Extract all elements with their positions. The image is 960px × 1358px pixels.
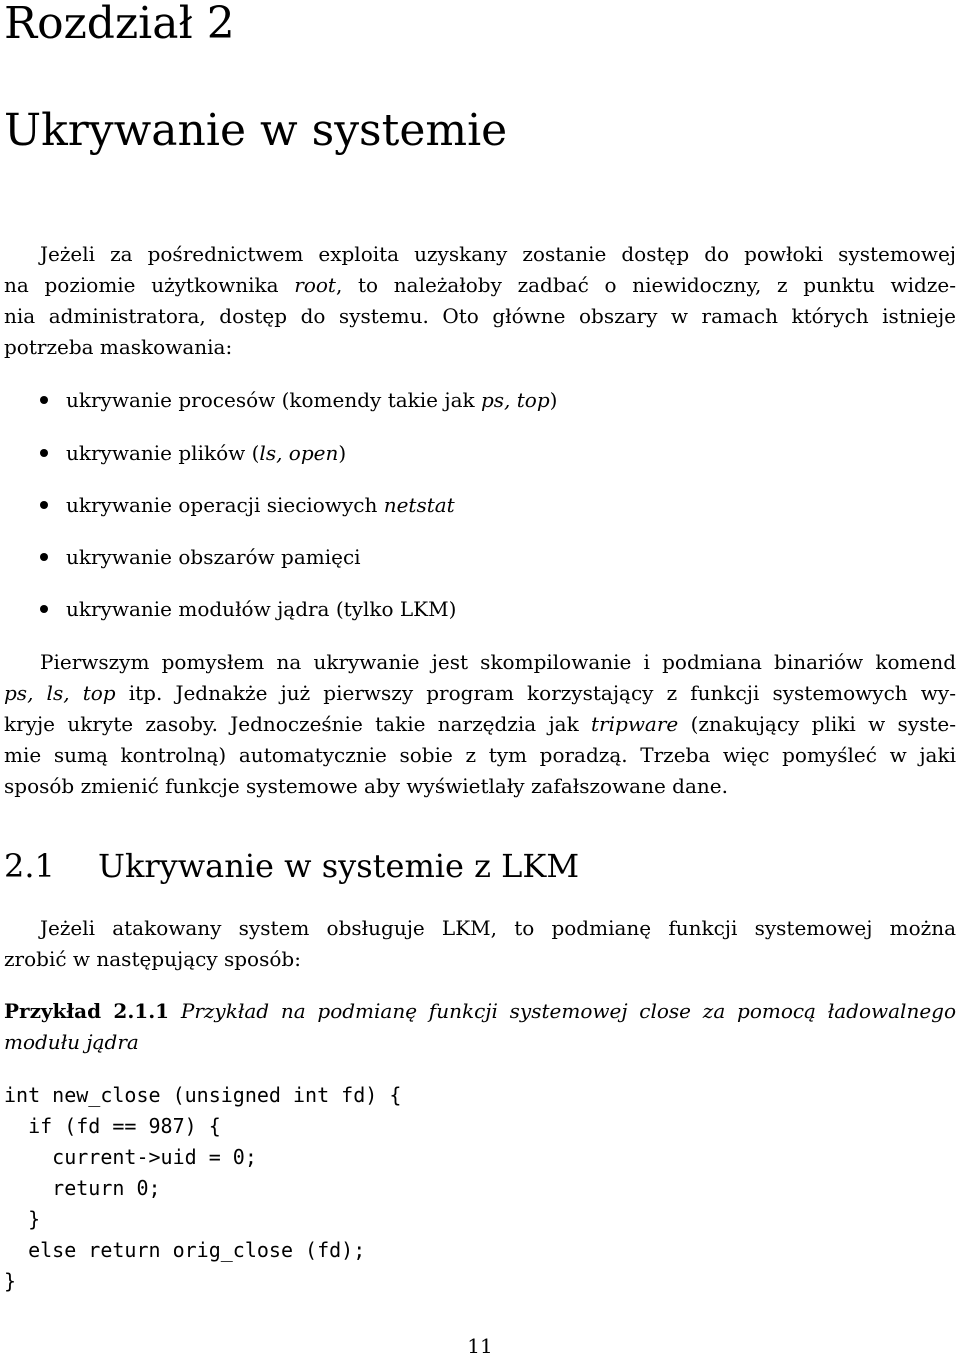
section-heading xyxy=(4,846,579,886)
para3-line-2: zrobić w następujący sposób: xyxy=(4,947,301,971)
bullet-icon xyxy=(40,501,48,509)
code-line: if (fd == 987) { xyxy=(4,1114,221,1138)
page-number: 11 xyxy=(467,1334,493,1358)
section-title: Ukrywanie w systemie z LKM xyxy=(98,847,580,885)
para3-line-1: Jeżeli atakowany system obsługuje LKM, to podmianę funkcji systemowej można xyxy=(40,916,956,940)
code-line: current->uid = 0; xyxy=(4,1145,257,1169)
para2-line-1: Pierwszym pomysłem na ukrywanie jest skompilowanie i podmiana binariów komend xyxy=(40,650,956,674)
code-line: int new_close (unsigned int fd) { xyxy=(4,1083,402,1107)
example-caption-line-1: Przykład 2.1.1 Przykład na podmianę funkcji systemowej close za pomocą ładowalnego xyxy=(4,999,957,1023)
code-line: } xyxy=(4,1269,17,1293)
example-caption-line-2: modułu jądra xyxy=(4,1030,139,1054)
bullet-icon xyxy=(40,553,48,561)
bullet-icon xyxy=(40,605,48,613)
section-number: 2.1 xyxy=(4,847,55,885)
code-line: } xyxy=(4,1207,41,1231)
example-label: Przykład 2.1.1 xyxy=(4,999,170,1023)
para2-line-5: sposób zmienić funkcje systemowe aby wyświetlały zafałszowane dane. xyxy=(4,774,728,798)
bullet-icon xyxy=(40,396,48,404)
intro-line-1: Jeżeli za pośrednictwem exploita uzyskany zostanie dostęp do powłoki systemowej xyxy=(40,242,956,266)
intro-line-4: potrzeba maskowania: xyxy=(4,335,233,359)
para2-line-4: mie sumą kontrolną) automatycznie sobie z tym poradzą. Trzeba więc pomyśleć w jaki xyxy=(4,743,956,767)
bullet-icon xyxy=(40,449,48,457)
code-line: else return orig_close (fd); xyxy=(4,1238,366,1262)
chapter-title: Ukrywanie w systemie xyxy=(4,105,508,156)
code-line: return 0; xyxy=(4,1176,161,1200)
chapter-label: Rozdział 2 xyxy=(4,0,235,49)
para2-line-3: kryje ukryte zasoby. Jednocześnie takie narzędzia jak tripware (znakujący pliki w syste- xyxy=(4,712,956,736)
para2-line-2: ps, ls, top itp. Jednakże już pierwszy program korzystający z funkcji systemowych wy- xyxy=(4,681,956,705)
intro-line-3: nia administratora, dostęp do systemu. Oto główne obszary w ramach których istnieje xyxy=(4,304,956,328)
intro-line-2: na poziomie użytkownika root, to należałoby zadbać o niewidoczny, z punktu widze- xyxy=(4,273,956,297)
